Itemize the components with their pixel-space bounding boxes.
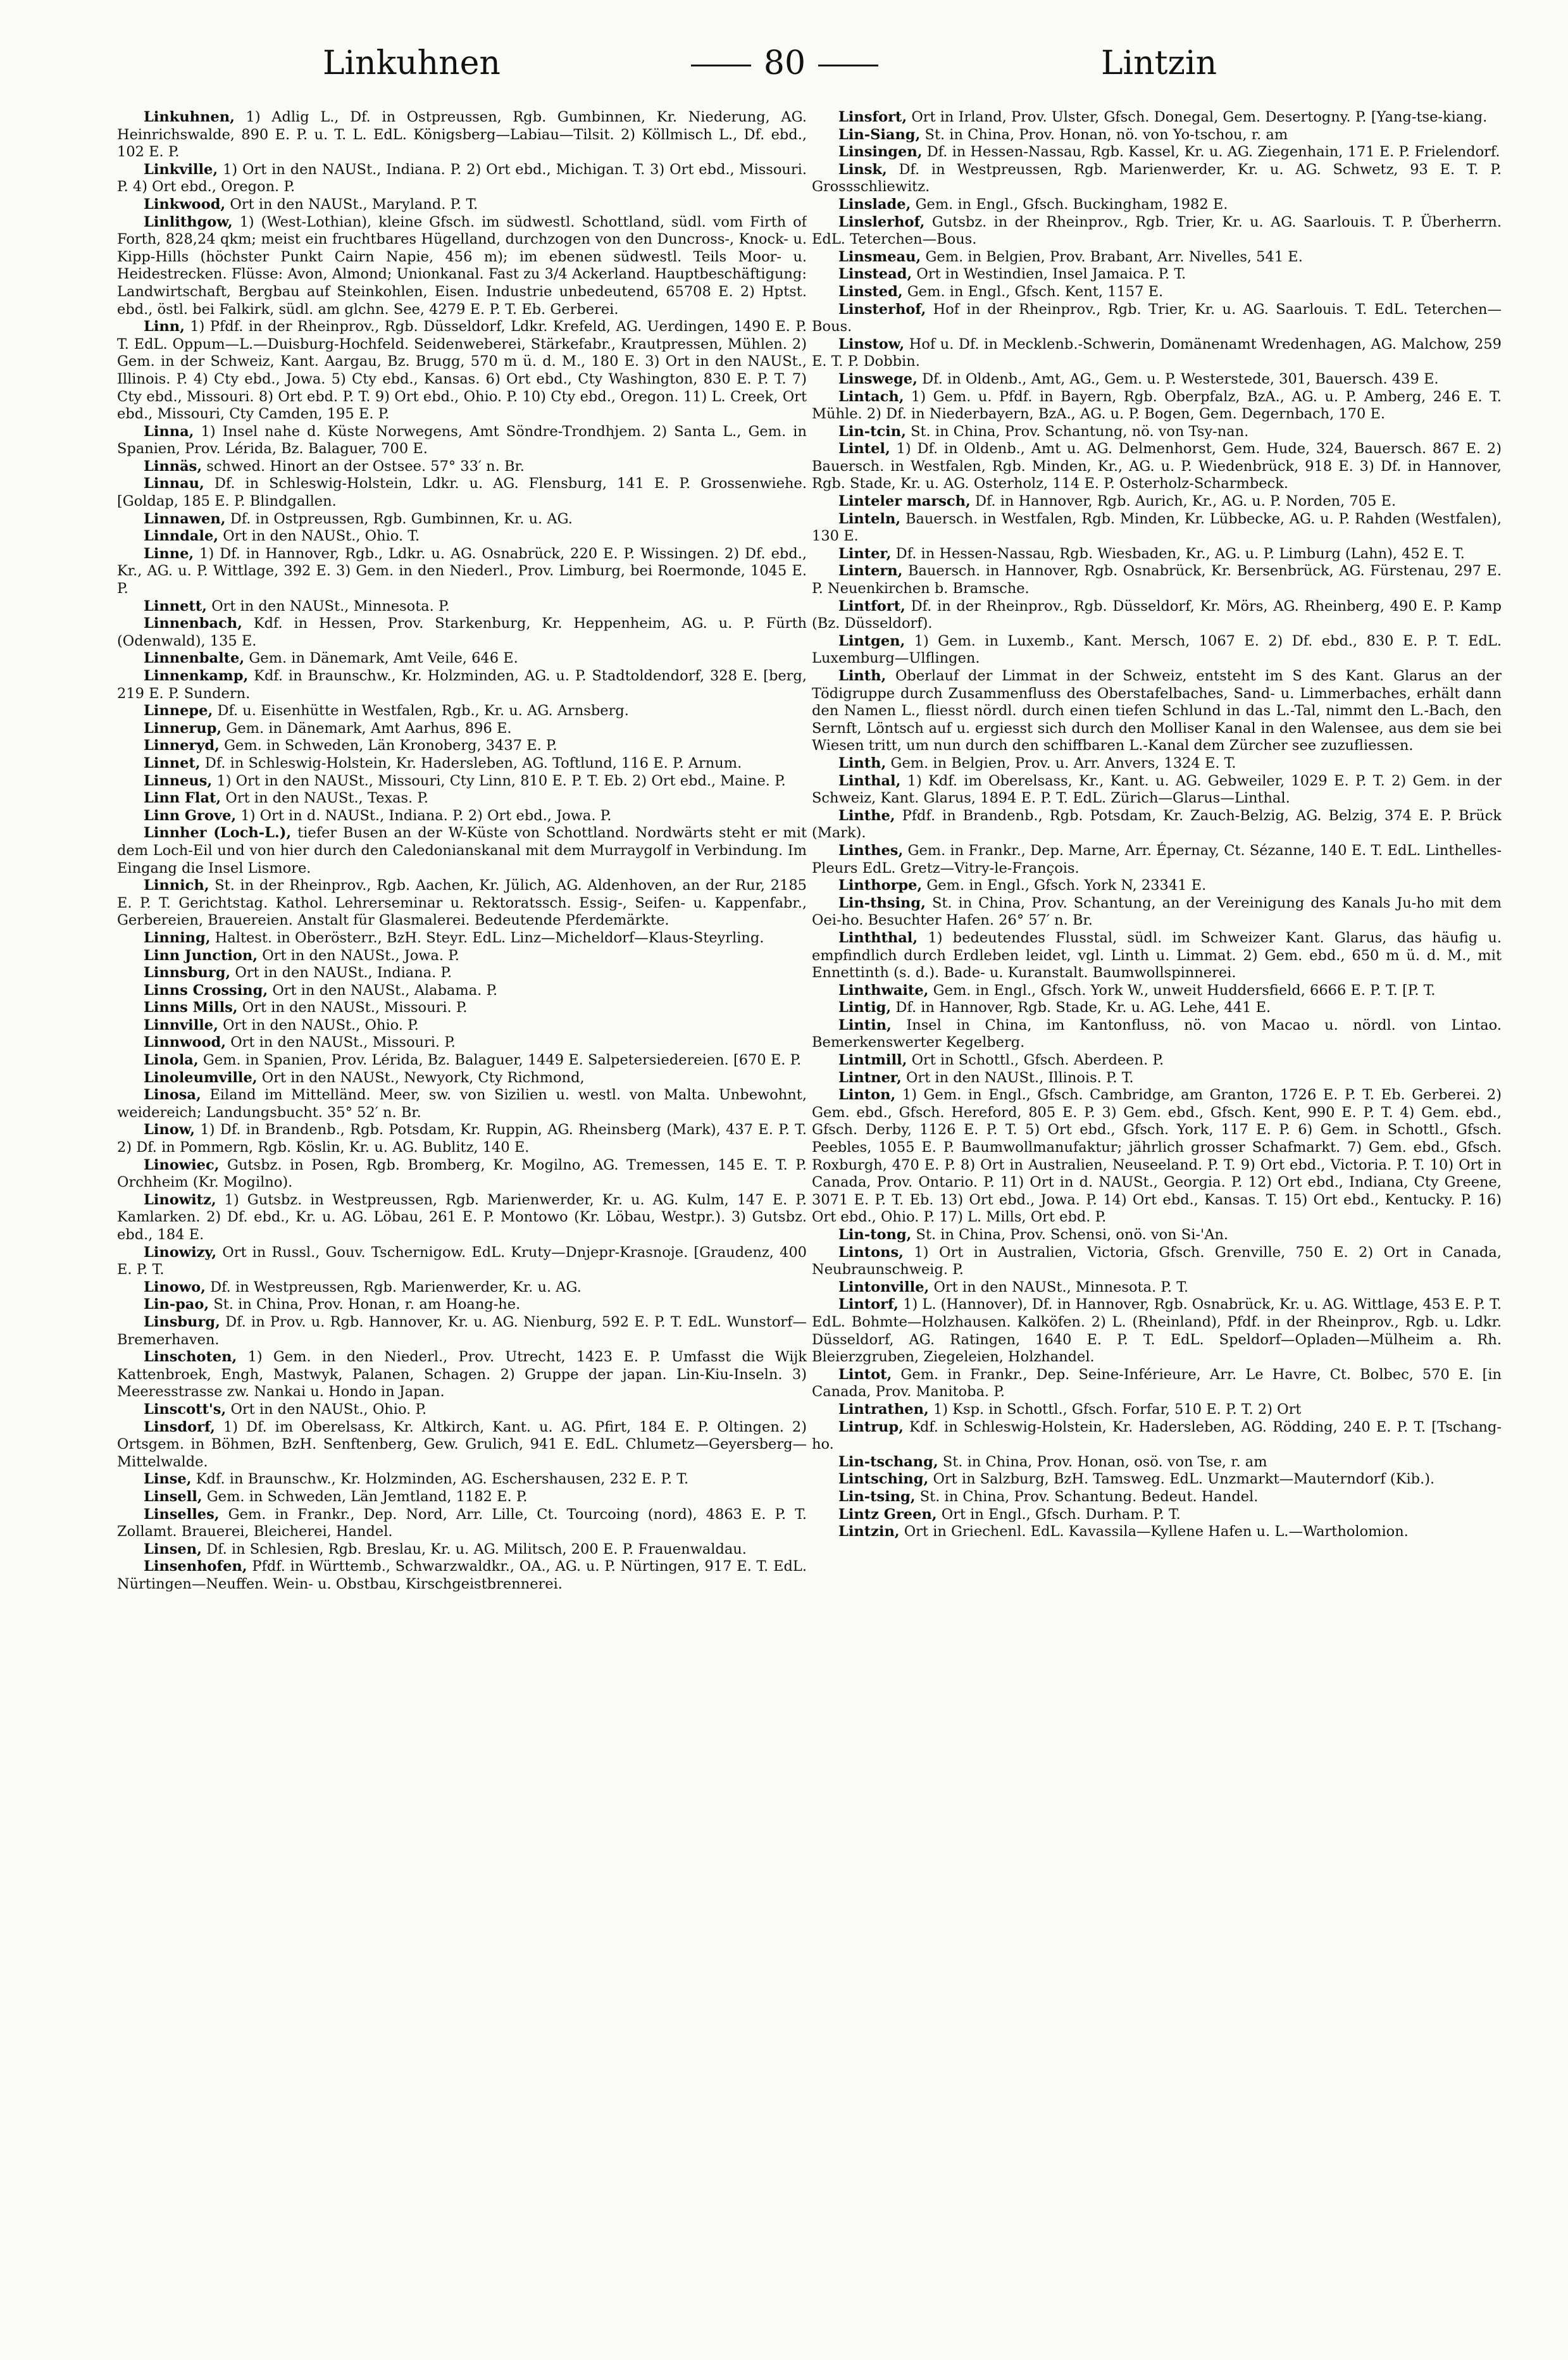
- entry-text: Ort in den NAUSt., Minnesota. P. T.: [933, 1278, 1189, 1296]
- entry-text: Ort in den NAUSt., Minnesota. P.: [211, 597, 450, 615]
- entry-text: 1) Df. in Oldenb., Amt u. AG. Delmenhorst, Gem. Hude, 324, Bauersch. 867 E. 2) Bauersch. in Westfalen, Rgb. Minden, Kr., AG. u. P. Wiedenbrück, 918 E. 3) Df. in Hannover, Rgb. Stade, Kr. u. AG. Osterholz, 114 E. P. Osterholz-Scharmbeck.: [812, 440, 1502, 492]
- gazetteer-entry: [117, 773, 807, 790]
- gazetteer-entry: [117, 720, 807, 738]
- entry-text: St. in China, Prov. Honan, osö. von Tse, r. am: [942, 1453, 1267, 1470]
- gazetteer-entry: [117, 668, 807, 702]
- entry-headword: Linowo,: [144, 1278, 206, 1296]
- entry-headword: Linn Grove,: [144, 807, 237, 824]
- entry-text: St. in China, Prov. Schensi, onö. von Si-'An.: [916, 1227, 1229, 1243]
- gazetteer-entry: [812, 930, 1502, 982]
- entry-headword: Linth,: [838, 668, 887, 684]
- entry-text: Gutsbz. in der Rheinprov., Rgb. Trier, Kr. u. AG. Saarlouis. T. P. Überherrn. EdL. Teterchen—Bous.: [812, 213, 1502, 248]
- gazetteer-entry: [812, 161, 1502, 196]
- entry-text: Ort in den NAUSt., Missouri. P.: [242, 999, 468, 1016]
- entry-headword: Lin-Siang,: [838, 126, 921, 143]
- entry-headword: Linnenkamp,: [144, 668, 249, 684]
- entry-text: Df. in Ostpreussen, Rgb. Gumbinnen, Kr. u. AG.: [230, 510, 573, 527]
- entry-text: Eiland im Mittelländ. Meer, sw. von Sizilien u. westl. von Malta. Unbewohnt, weidereich; Landungsbucht. 35° 52′ n. Br.: [117, 1087, 807, 1121]
- entry-headword: Linsk,: [838, 161, 887, 178]
- entry-text: Ort in den NAUSt., Ohio. P.: [230, 1401, 427, 1418]
- entry-headword: Linthorpe,: [838, 877, 923, 894]
- entry-headword: Linne,: [144, 545, 194, 562]
- gazetteer-entry: [117, 930, 807, 947]
- entry-headword: Linow,: [144, 1121, 196, 1139]
- entry-text: 1) Ort in den NAUSt., Missouri, Cty Linn, 810 E. P. T. Eb. 2) Ort ebd., Maine. P.: [216, 772, 786, 789]
- entry-headword: Lintern,: [838, 563, 903, 580]
- entry-text: Gem. in Engl., Gfsch. York N, 23341 E.: [926, 877, 1207, 894]
- gazetteer-entry: [812, 1489, 1502, 1506]
- gazetteer-entry: [812, 668, 1502, 755]
- gazetteer-entry: [117, 737, 807, 755]
- gazetteer-entry: [117, 1052, 807, 1070]
- entry-text: 1) Pfdf. in der Rheinprov., Rgb. Düsseldorf, Ldkr. Krefeld, AG. Uerdingen, 1490 E. P. T. EdL. Oppum—L.—Duisburg-Hochfeld. Seidenweberei, Stärkefabr., Krautpressen, Mühlen. 2) Gem. in der Schweiz, Kant. Aargau, Bz. Brugg, 570 m ü. d. M., 180 E. 3) Ort in den NAUSt., Illinois. P. 4) Cty ebd., Jowa. 5) Cty ebd., Kansas. 6) Ort ebd., Cty Washington, 830 E. P. T. 7) Cty ebd., Missouri. 8) Ort ebd. P. T. 9) Ort ebd., Ohio. P. 10) Cty ebd., Oregon. 11) L. Creek, Ort ebd., Missouri, Cty Camden, 195 E. P.: [117, 318, 807, 423]
- entry-headword: Linlithgow,: [144, 213, 233, 230]
- entry-text: Ort in den NAUSt., Texas. P.: [225, 790, 429, 807]
- entry-text: Oberlauf der Limmat in der Schweiz, entsteht im S des Kant. Glarus an der Tödigruppe durch Zusammenfluss des Oberstafelbaches, Sand- u. Limmerbaches, erhält dann den Namen L., fliesst nördl. durch einen tiefen Schlund in das L.-Tal, nimmt den L.-Bach, den Sernft, Löntsch auf u. ergiesst sich durch den Molliser Kanal in den Walensee, aus dem sie bei Wiesen tritt, um nun durch den schiffbaren L.-Kanal dem Zürcher see zuzufliessen.: [812, 668, 1502, 754]
- entry-text: Df. in Westpreussen, Rgb. Marienwerder, Kr. u. AG. Schwetz, 93 E. T. P. Grossschliewitz.: [812, 161, 1502, 196]
- entry-text: Hof in der Rheinprov., Rgb. Trier, Kr. u. AG. Saarlouis. T. EdL. Teterchen—Bous.: [812, 301, 1502, 335]
- entry-text: Insel in China, im Kantonfluss, nö. von Macao u. nördl. von Lintao. Bemerkenswerter Kegelberg.: [812, 1016, 1502, 1051]
- gazetteer-entry: [117, 790, 807, 808]
- gazetteer-entry: [117, 1121, 807, 1156]
- gazetteer-entry: [117, 511, 807, 528]
- entry-text: Gem. in Frankr., Dep. Seine-Inférieure, Arr. Le Havre, Ct. Bolbec, 570 E. [in Canada, Prov. Manitoba. P.: [812, 1366, 1502, 1401]
- entry-headword: Linththal,: [838, 929, 918, 946]
- gazetteer-entry: [117, 423, 807, 458]
- entry-headword: Linnwood,: [144, 1034, 227, 1051]
- entry-text: Gem. in Engl., Gfsch. Buckingham, 1982 E.: [915, 196, 1228, 213]
- gazetteer-entry: [812, 1017, 1502, 1052]
- entry-text: Gem. in Engl., Gfsch. York W., unweit Huddersfield, 6666 E. P. T. [P. T.: [933, 982, 1436, 999]
- gazetteer-entry: [812, 1506, 1502, 1524]
- entry-text: St. in China, Prov. Schantung, an der Vereinigung des Kanals Ju-ho mit dem Oei-ho. Besuchter Hafen. 26° 57′ n. Br.: [812, 894, 1502, 929]
- entry-headword: Lintach,: [838, 388, 904, 405]
- entry-text: St. in China, Prov. Schantung. Bedeut. Handel.: [919, 1488, 1259, 1505]
- entry-headword: Linsenhofen,: [144, 1558, 247, 1575]
- entry-headword: Linnich,: [144, 877, 209, 894]
- entry-text: 1) Insel nahe d. Küste Norwegens, Amt Söndre-Trondhjem. 2) Santa L., Gem. in Spanien, Prov. Lérida, Bz. Balaguer, 700 E.: [117, 423, 807, 458]
- gazetteer-entry: [117, 458, 807, 476]
- entry-text: Kdf. in Braunschw., Kr. Holzminden, AG. Eschershausen, 232 E. P. T.: [196, 1471, 689, 1488]
- entry-text: tiefer Busen an der W-Küste von Schottland. Nordwärts steht er mit dem Loch-Eil und von hier durch den Caledonianskanal mit dem Murraygolf in Verbindung. Im Eingang die Insel Lismore.: [117, 825, 807, 877]
- entry-headword: Linsell,: [144, 1488, 202, 1505]
- page-number: 80: [763, 44, 806, 82]
- entry-text: Ort in den NAUSt., Illinois. P. T.: [906, 1069, 1134, 1086]
- entry-text: Ort in den NAUSt., Indiana. P.: [235, 965, 452, 982]
- gazetteer-entry: [117, 965, 807, 982]
- entry-headword: Lin-pao,: [144, 1296, 209, 1313]
- entry-text: Gem. in Dänemark, Amt Veile, 646 E.: [249, 650, 518, 667]
- gazetteer-entry: [812, 1523, 1502, 1541]
- gazetteer-entry: [812, 1227, 1502, 1244]
- entry-headword: Linthe,: [838, 807, 895, 824]
- gazetteer-entry: [812, 389, 1502, 423]
- entry-headword: Linnenbach,: [144, 615, 242, 632]
- gazetteer-entry: [117, 196, 807, 214]
- entry-text: Ort in Russl., Gouv. Tschernigow. EdL. Kruty—Dnjepr-Krasnoje. [Graudenz, 400 E. P. T.: [117, 1244, 807, 1278]
- gazetteer-entry: [812, 1454, 1502, 1471]
- entry-text: Gutsbz. in Posen, Rgb. Bromberg, Kr. Mogilno, AG. Tremessen, 145 E. T. P. Orchheim (Kr. Mogilno).: [117, 1156, 807, 1191]
- gazetteer-entry: [812, 109, 1502, 127]
- entry-text: Ort in Salzburg, BzH. Tamsweg. EdL. Unzmarkt—Mauterndorf (Kib.).: [933, 1471, 1435, 1488]
- entry-headword: Linsdorf,: [144, 1418, 216, 1435]
- entry-text: Gem. in Frankr., Dep. Marne, Arr. Épernay, Ct. Sézanne, 140 E. T. EdL. Linthelles-Pleurs EdL. Gretz—Vitry-le-François.: [812, 842, 1502, 877]
- gazetteer-entry: [117, 755, 807, 773]
- gazetteer-entry: [117, 877, 807, 930]
- gazetteer-entry: [812, 249, 1502, 266]
- entry-text: Bauersch. in Hannover, Rgb. Osnabrück, Kr. Bersenbrück, AG. Fürstenau, 297 E. P. Neuenkirchen b. Bramsche.: [812, 563, 1502, 597]
- gazetteer-entry: [812, 808, 1502, 842]
- entry-text: Ort in den NAUSt., Maryland. P. T.: [230, 196, 478, 213]
- entry-headword: Linnet,: [144, 754, 201, 771]
- entry-text: Gem. in Schweden, Län Jemtland, 1182 E. P.: [206, 1488, 528, 1505]
- entry-headword: Linosa,: [144, 1087, 201, 1104]
- entry-text: Df. in Hessen-Nassau, Rgb. Wiesbaden, Kr., AG. u. P. Limburg (Lahn), 452 E. T.: [895, 545, 1465, 562]
- entry-headword: Lintsching,: [838, 1471, 929, 1488]
- entry-text: Bauersch. in Westfalen, Rgb. Minden, Kr. Lübbecke, AG. u. P. Rahden (Westfalen), 130 E.: [812, 510, 1502, 545]
- entry-text: Df. in Westpreussen, Rgb. Marienwerder, Kr. u. AG.: [210, 1278, 582, 1296]
- entry-text: Df. in Schleswig-Holstein, Ldkr. u. AG. Flensburg, 141 E. P. Grossenwiehe. [Goldap, 185 E. P. Blindgallen.: [117, 475, 807, 510]
- entry-headword: Linndale,: [144, 528, 219, 545]
- entry-headword: Linteler marsch,: [838, 493, 971, 510]
- gazetteer-entry: [812, 1366, 1502, 1401]
- gazetteer-entry: [117, 475, 807, 510]
- entry-headword: Linoleumville,: [144, 1069, 258, 1086]
- header-dash-right: [818, 65, 878, 66]
- entry-text: Kdf. in Schleswig-Holstein, Kr. Hadersleben, AG. Rödding, 240 E. P. T. [Tschang-ho.: [812, 1418, 1502, 1453]
- entry-text: 1) Ort in Australien, Victoria, Gfsch. Grenville, 750 E. 2) Ort in Canada, Neubraunschweig. P.: [812, 1244, 1502, 1278]
- entry-text: Kdf. in Braunschw., Kr. Holzminden, AG. u. P. Stadtoldendorf, 328 E. [berg, 219 E. P. Sundern.: [117, 668, 807, 702]
- gazetteer-entry: [812, 371, 1502, 389]
- gazetteer-entry: [117, 1017, 807, 1035]
- entry-text: Df. in Prov. u. Rgb. Hannover, Kr. u. AG. Nienburg, 592 E. P. T. EdL. Wunstorf—Bremerhaven.: [117, 1313, 807, 1348]
- gazetteer-entry: [812, 196, 1502, 214]
- entry-text: St. in China, Prov. Honan, r. am Hoang-he.: [213, 1296, 521, 1313]
- entry-text: Pfdf. in Brandenb., Rgb. Potsdam, Kr. Zauch-Belzig, AG. Belzig, 374 E. P. Brück (Mark).: [812, 807, 1502, 842]
- gazetteer-entry: [117, 546, 807, 598]
- gazetteer-entry: [812, 336, 1502, 371]
- entry-text: Ort in den NAUSt., Ohio. T.: [223, 528, 420, 545]
- gazetteer-entry: [812, 1296, 1502, 1366]
- gazetteer-entry: [117, 947, 807, 965]
- gazetteer-entry: [117, 1244, 807, 1279]
- gazetteer-entry: [117, 1279, 807, 1297]
- entry-headword: Linowitz,: [144, 1191, 216, 1208]
- entry-headword: Lintmill,: [838, 1052, 907, 1069]
- entry-headword: Lintonville,: [838, 1278, 930, 1296]
- entry-headword: Lintin,: [838, 1016, 892, 1033]
- entry-text: 1) Df. im Oberelsass, Kr. Altkirch, Kant. u. AG. Pfirt, 184 E. P. Oltingen. 2) Ortsgem. in Böhmen, BzH. Senftenberg, Gew. Grulich, 941 E. EdL. Chlumetz—Geyersberg—Mittelwalde.: [117, 1418, 807, 1470]
- gazetteer-entry: [117, 109, 807, 161]
- gazetteer-entry: [117, 702, 807, 720]
- entry-headword: Linneus,: [144, 772, 213, 789]
- entry-text: Kdf. in Hessen, Prov. Starkenburg, Kr. Heppenheim, AG. u. P. Fürth (Odenwald), 135 E.: [117, 615, 807, 649]
- entry-headword: Linsted,: [838, 283, 903, 300]
- entry-headword: Linnawen,: [144, 510, 226, 527]
- entry-headword: Linsterhof,: [838, 301, 926, 318]
- gazetteer-entry: [812, 999, 1502, 1017]
- entry-headword: Linthes,: [838, 842, 904, 859]
- entry-headword: Linteln,: [838, 510, 901, 527]
- entry-text: Gem. in Frankr., Dep. Nord, Arr. Lille, Ct. Tourcoing (nord), 4863 E. P. T. Zollamt. Brauerei, Bleicherei, Handel.: [117, 1506, 807, 1540]
- entry-headword: Linslade,: [838, 196, 911, 213]
- entry-headword: Lintfort,: [838, 597, 905, 615]
- entry-text: 1) Df. in Brandenb., Rgb. Potsdam, Kr. Ruppin, AG. Rheinsberg (Mark), 437 E. P. T. 2) Df. in Pommern, Rgb. Köslin, Kr. u. AG. Bublitz, 140 E.: [117, 1121, 807, 1156]
- entry-headword: Linn,: [144, 318, 185, 335]
- gazetteer-entry: [117, 1506, 807, 1541]
- entry-headword: Lin-thsing,: [838, 894, 926, 911]
- gazetteer-entry: [812, 511, 1502, 546]
- gazetteer-entry: [117, 1419, 807, 1471]
- entry-text: St. in China, Prov. Schantung, nö. von Tsy-nan.: [911, 423, 1249, 440]
- gazetteer-entry: [117, 161, 807, 196]
- entry-headword: Linn Flat,: [144, 790, 221, 807]
- entry-headword: Linkwood,: [144, 196, 226, 213]
- gazetteer-entry: [812, 755, 1502, 773]
- gazetteer-entry: [117, 1070, 807, 1087]
- entry-headword: Linsingen,: [838, 144, 923, 161]
- gazetteer-entry: [812, 440, 1502, 493]
- entry-text: Gem. in Schweden, Län Kronoberg, 3437 E. P.: [224, 737, 557, 754]
- gazetteer-entry: [812, 423, 1502, 441]
- gazetteer-entry: [117, 825, 807, 877]
- entry-text: Ort in den NAUSt., Ohio. P.: [223, 1016, 419, 1033]
- gazetteer-entry: [812, 1419, 1502, 1454]
- gazetteer-entry: [812, 1279, 1502, 1297]
- entry-headword: Linnsburg,: [144, 965, 231, 982]
- entry-text: Gem. in Belgien, Prov. u. Arr. Anvers, 1324 E. T.: [890, 754, 1236, 771]
- entry-headword: Lintner,: [838, 1069, 902, 1086]
- entry-text: 1) bedeutendes Flusstal, südl. im Schweizer Kant. Glarus, das häufig u. empfindlich durch Erdleben leidet, vgl. Linth u. Limmat. 2) Gem. ebd., 650 m ü. d. M., mit Ennettinth (s. d.). Bade- u. Kuranstalt. Baumwollspinnerei.: [812, 929, 1502, 982]
- entry-headword: Linns Mills,: [144, 999, 238, 1016]
- gazetteer-entry: [117, 318, 807, 423]
- entry-text: 1) Ksp. in Schottl., Gfsch. Forfar, 510 E. P. T. 2) Ort: [933, 1401, 1302, 1418]
- gazetteer-entry: [117, 999, 807, 1017]
- entry-headword: Lin-tong,: [838, 1227, 912, 1243]
- entry-text: Df. in Schlesien, Rgb. Breslau, Kr. u. AG. Militsch, 200 E. P. Frauenwaldau.: [206, 1540, 747, 1558]
- entry-text: 1) Gutsbz. in Westpreussen, Rgb. Marienwerder, Kr. u. AG. Kulm, 147 E. P. Kamlarken. 2) Df. ebd., Kr. u. AG. Löbau, 261 E. P. Montowo (Kr. Löbau, Westpr.). 3) Gutsbz. ebd., 184 E.: [117, 1191, 807, 1243]
- entry-text: 1) (West-Lothian), kleine Gfsch. im südwestl. Schottland, südl. vom Firth of Forth, 828,24 qkm; meist ein fruchtbares Hügelland, durchzogen von den Duncross-, Knock- u. Kipp-Hills (höchster Punkt Cairn Napie, 456 m); im ebenen südwestl. Teils Moor- u. Heidestrecken. Flüsse: Avon, Almond; Unionkanal. Fast zu 3/4 Ackerland. Hauptbeschäftigung: Landwirtschaft, Bergbau auf Steinkohlen, Eisen. Industrie unbedeutend, 65708 E. 2) Hptst. ebd., östl. bei Falkirk, südl. am glchn. See, 4279 E. P. T. Eb. Gerberei.: [117, 213, 807, 318]
- gazetteer-entry: [812, 1070, 1502, 1087]
- entry-headword: Linn Junction,: [144, 947, 258, 964]
- entry-headword: Lintons,: [838, 1244, 904, 1261]
- header-right-headword: Lintzin: [1101, 44, 1217, 82]
- entry-text: Haltest. in Oberösterr., BzH. Steyr. EdL. Linz—Micheldorf—Klaus-Steyrling.: [215, 929, 764, 946]
- entry-headword: Linse,: [144, 1471, 192, 1488]
- page-number-group: [658, 44, 911, 82]
- entry-headword: Lintorf,: [838, 1296, 899, 1313]
- entry-headword: Linkville,: [144, 161, 218, 178]
- entry-text: Df. in Hannover, Rgb. Stade, Kr. u. AG. Lehe, 441 E.: [895, 999, 1271, 1016]
- entry-headword: Lintgen,: [838, 632, 905, 649]
- entry-text: 1) Gem. in Engl., Gfsch. Cambridge, am Granton, 1726 E. P. T. Eb. Gerberei. 2) Gem. ebd., Gfsch. Hereford, 805 E. P. 3) Gem. ebd., Gfsch. Kent, 990 E. P. T. 4) Gem. ebd., Gfsch. Derby, 1126 E. P. T. 5) Ort ebd., Gfsch. York, 117 E. P. 6) Gem. in Schottl., Gfsch. Peebles, 1055 E. P. Baumwollmanufaktur; jährlich grosser Schafmarkt. 7) Gem. ebd., Gfsch. Roxburgh, 470 E. P. 8) Ort in Australien, Neuseeland. P. T. 9) Ort ebd., Victoria. P. T. 10) Ort in Canada, Prov. Ontario. P. 11) Ort in d. NAUSt., Georgia. P. 12) Ort ebd., Indiana, Cty Greene, 3071 E. P. T. Eb. 13) Ort ebd., Jowa. P. 14) Ort ebd., Kansas. T. 15) Ort ebd., Kentucky. P. 16) Ort ebd., Ohio. P. 17) L. Mills, Ort ebd. P.: [812, 1087, 1502, 1226]
- entry-headword: Linns Crossing,: [144, 982, 268, 999]
- entry-text: 1) L. (Hannover), Df. in Hannover, Rgb. Osnabrück, Kr. u. AG. Wittlage, 453 E. P. T. EdL. Bohmte—Holzhausen. Kalköfen. 2) L. (Rheinland), Pfdf. in der Rheinprov., Rgb. u. Ldkr. Düsseldorf, AG. Ratingen, 1640 E. P. T. EdL. Speldorf—Opladen—Mülheim a. Rh. Bleierzgruben, Ziegeleien, Holzhandel.: [812, 1296, 1502, 1366]
- entry-text: Hof u. Df. in Mecklenb.-Schwerin, Domänenamt Wredenhagen, AG. Malchow, 259 E. T. P. Dobbin.: [812, 335, 1502, 370]
- entry-headword: Linowiec,: [144, 1156, 220, 1173]
- gazetteer-entry: [812, 982, 1502, 1000]
- header-dash-left: [691, 65, 751, 66]
- entry-headword: Lin-tsing,: [838, 1488, 916, 1505]
- entry-text: Df. in der Rheinprov., Rgb. Düsseldorf, Kr. Mörs, AG. Rheinberg, 490 E. P. Kamp (Bz. Düsseldorf).: [812, 597, 1502, 632]
- gazetteer-entry: [812, 563, 1502, 597]
- gazetteer-entry: [117, 1296, 807, 1314]
- entry-headword: Linnett,: [144, 597, 208, 615]
- entry-headword: Linschoten,: [144, 1349, 237, 1366]
- entry-headword: Linsburg,: [144, 1313, 220, 1330]
- entry-headword: Lintot,: [838, 1366, 892, 1383]
- left-column: [117, 109, 807, 2337]
- gazetteer-entry: [812, 127, 1502, 144]
- entry-headword: Linneryd,: [144, 737, 220, 754]
- gazetteer-entry: [812, 493, 1502, 511]
- entry-headword: Lintzin,: [838, 1523, 900, 1540]
- page-header: [0, 44, 1568, 95]
- entry-text: Ort in den NAUSt., Missouri. P.: [230, 1034, 456, 1051]
- entry-headword: Linscott's,: [144, 1401, 227, 1418]
- entry-headword: Lin-tschang,: [838, 1453, 938, 1470]
- entry-headword: Lintig,: [838, 999, 892, 1016]
- gazetteer-entry: [812, 598, 1502, 633]
- entry-headword: Linnenbalte,: [144, 650, 245, 667]
- gazetteer-entry: [812, 842, 1502, 877]
- gazetteer-entry: [117, 1489, 807, 1506]
- header-left-headword: Linkuhnen: [323, 44, 501, 82]
- entry-headword: Linnepe,: [144, 702, 213, 720]
- entry-headword: Linstow,: [838, 335, 905, 353]
- entry-text: 1) Gem. u. Pfdf. in Bayern, Rgb. Oberpfalz, BzA., AG. u. P. Amberg, 246 E. T. Mühle. 2) Df. in Niederbayern, BzA., AG. u. P. Bogen, Gem. Degernbach, 170 E.: [812, 388, 1502, 423]
- entry-headword: Linkuhnen,: [144, 109, 235, 125]
- gazetteer-entry: [117, 528, 807, 546]
- entry-text: St. in der Rheinprov., Rgb. Aachen, Kr. Jülich, AG. Aldenhoven, an der Rur, 2185 E. P. T. Gerichtstag. Kathol. Lehrerseminar u. Rektoratssch. Essig-, Seifen- u. Kappenfabr., Gerbereien, Brauereien. Anstalt für Glasmalerei. Bedeutende Pferdemärkte.: [117, 877, 807, 929]
- right-column: [812, 109, 1502, 2337]
- entry-headword: Linowizy,: [144, 1244, 217, 1261]
- gazetteer-entry: [117, 615, 807, 650]
- gazetteer-entry: [812, 144, 1502, 161]
- entry-headword: Linnau,: [144, 475, 204, 492]
- entry-text: Gem. in Belgien, Prov. Brabant, Arr. Nivelles, 541 E.: [925, 248, 1303, 265]
- gazetteer-entry: [812, 633, 1502, 668]
- gazetteer-entry: [117, 1034, 807, 1052]
- gazetteer-entry: [117, 1157, 807, 1192]
- gazetteer-entry: [117, 1349, 807, 1401]
- entry-text: St. in China, Prov. Honan, nö. von Yo-tschou, r. am: [924, 126, 1288, 143]
- entry-headword: Linth,: [838, 754, 887, 771]
- entry-headword: Lintrup,: [838, 1418, 904, 1435]
- entry-headword: Linter,: [838, 545, 892, 562]
- entry-text: Ort in Irland, Prov. Ulster, Gfsch. Donegal, Gem. Desertogny. P. [Yang-tse-kiang.: [911, 109, 1488, 125]
- entry-text: Ort in Westindien, Insel Jamaica. P. T.: [916, 266, 1186, 283]
- gazetteer-entry: [117, 808, 807, 825]
- entry-headword: Linstead,: [838, 266, 912, 283]
- entry-headword: Linna,: [144, 423, 194, 440]
- gazetteer-entry: [812, 895, 1502, 930]
- gazetteer-entry: [117, 1401, 807, 1419]
- entry-headword: Linnerup,: [144, 720, 222, 737]
- gazetteer-entry: [812, 266, 1502, 284]
- gazetteer-entry: [812, 1052, 1502, 1070]
- entry-headword: Linslerhof,: [838, 213, 925, 230]
- entry-text: Df. in Oldenb., Amt, AG., Gem. u. P. Westerstede, 301, Bauersch. 439 E.: [922, 370, 1439, 387]
- gazetteer-entry: [812, 773, 1502, 808]
- gazetteer-entry: [812, 1401, 1502, 1419]
- entry-headword: Linsen,: [144, 1540, 202, 1558]
- entry-text: 1) Ort in d. NAUSt., Indiana. P. 2) Ort ebd., Jowa. P.: [240, 807, 612, 824]
- gazetteer-entry: [117, 1192, 807, 1244]
- entry-text: Ort in den NAUSt., Newyork, Cty Richmond,: [261, 1069, 585, 1086]
- entry-text: Ort in Griechenl. EdL. Kavassila—Kyllene Hafen u. L.—Wartholomion.: [904, 1523, 1409, 1540]
- gazetteer-entry: [812, 546, 1502, 563]
- entry-text: 1) Ort in den NAUSt., Indiana. P. 2) Ort ebd., Michigan. T. 3) Ort ebd., Missouri. P. 4) Ort ebd., Oregon. P.: [117, 161, 807, 196]
- entry-headword: Linning,: [144, 929, 211, 946]
- gazetteer-entry: [117, 214, 807, 319]
- gazetteer-entry: [117, 1558, 807, 1593]
- entry-text: Df. in Hessen-Nassau, Rgb. Kassel, Kr. u. AG. Ziegenhain, 171 E. P. Frielendorf.: [926, 144, 1500, 161]
- gazetteer-entry: [117, 1087, 807, 1121]
- gazetteer-entry: [117, 982, 807, 1000]
- entry-headword: Linnville,: [144, 1016, 218, 1033]
- entry-headword: Linnäs,: [144, 458, 202, 475]
- entry-text: Ort in Engl., Gfsch. Durham. P. T.: [941, 1506, 1181, 1523]
- entry-headword: Linsmeau,: [838, 248, 921, 265]
- gazetteer-entry: [812, 301, 1502, 336]
- entry-headword: Linselles,: [144, 1506, 220, 1523]
- gazetteer-entry: [117, 650, 807, 668]
- entry-text: 1) Kdf. im Oberelsass, Kr., Kant. u. AG. Gebweiler, 1029 E. P. T. 2) Gem. in der Schweiz, Kant. Glarus, 1894 E. P. T. EdL. Zürich—Glarus—Linthal.: [812, 772, 1502, 807]
- gazetteer-entry: [117, 1541, 807, 1559]
- gazetteer-entry: [117, 1314, 807, 1349]
- entry-text: 1) Adlig L., Df. in Ostpreussen, Rgb. Gumbinnen, Kr. Niederung, AG. Heinrichswalde, 890 E. P. u. T. L. EdL. Königsberg—Labiau—Tilsit. 2) Köllmisch L., Df. ebd., 102 E. P.: [117, 109, 807, 161]
- entry-text: Gem. in Dänemark, Amt Aarhus, 896 E.: [226, 720, 512, 737]
- entry-text: 1) Df. in Hannover, Rgb., Ldkr. u. AG. Osnabrück, 220 E. P. Wissingen. 2) Df. ebd., Kr., AG. u. P. Wittlage, 392 E. 3) Gem. in den Niederl., Prov. Limburg, bei Roermonde, 1045 E. P.: [117, 545, 807, 597]
- entry-text: schwed. Hinort an der Ostsee. 57° 33′ n. Br.: [206, 458, 525, 475]
- entry-headword: Linthal,: [838, 772, 901, 789]
- entry-headword: Lintel,: [838, 440, 890, 458]
- gazetteer-entry: [812, 1244, 1502, 1279]
- entry-headword: Linola,: [144, 1052, 199, 1069]
- entry-headword: Linnher (Loch-L.),: [144, 825, 292, 842]
- entry-headword: Linton,: [838, 1087, 896, 1104]
- entry-headword: Lintz Green,: [838, 1506, 937, 1523]
- entry-text: Df. in Hannover, Rgb. Aurich, Kr., AG. u. P. Norden, 705 E.: [974, 493, 1397, 510]
- entry-text: Gem. in Spanien, Prov. Lérida, Bz. Balaguer, 1449 E. Salpetersiedereien. [670 E. P.: [202, 1052, 802, 1069]
- entry-headword: Lintrathen,: [838, 1401, 929, 1418]
- entry-text: 1) Gem. in Luxemb., Kant. Mersch, 1067 E. 2) Df. ebd., 830 E. P. T. EdL. Luxemburg—Ulflingen.: [812, 632, 1502, 667]
- gazetteer-entry: [117, 1471, 807, 1489]
- entry-headword: Linswege,: [838, 370, 918, 387]
- gazetteer-entry: [117, 598, 807, 616]
- entry-text: Ort in den NAUSt., Jowa. P.: [262, 947, 459, 964]
- entry-text: Ort in den NAUSt., Alabama. P.: [272, 982, 498, 999]
- gazetteer-entry: [812, 877, 1502, 895]
- entry-headword: Linthwaite,: [838, 982, 929, 999]
- entry-headword: Linsfort,: [838, 109, 907, 125]
- gazetteer-entry: [812, 1087, 1502, 1227]
- entry-text: Df. in Schleswig-Holstein, Kr. Hadersleben, AG. Toftlund, 116 E. P. Arnum.: [204, 754, 742, 771]
- entry-text: Pfdf. in Württemb., Schwarzwaldkr., OA., AG. u. P. Nürtingen, 917 E. T. EdL. Nürtingen—Neuffen. Wein- u. Obstbau, Kirschgeistbrennerei.: [117, 1558, 807, 1592]
- gazetteer-entry: [812, 284, 1502, 301]
- entry-text: Df. u. Eisenhütte in Westfalen, Rgb., Kr. u. AG. Arnsberg.: [217, 702, 629, 720]
- entry-headword: Lin-tcin,: [838, 423, 906, 440]
- gazetteer-entry: [812, 214, 1502, 249]
- gazetteer-entry: [812, 1471, 1502, 1489]
- entry-text: Ort in Schottl., Gfsch. Aberdeen. P.: [911, 1052, 1164, 1069]
- entry-text: Gem. in Engl., Gfsch. Kent, 1157 E.: [907, 283, 1164, 300]
- entry-text: 1) Gem. in den Niederl., Prov. Utrecht, 1423 E. P. Umfasst die Wijk Kattenbroek, Engh, Mastwyk, Palanen, Schagen. 2) Gruppe der japan. Lin-Kiu-Inseln. 3) Meeresstrasse zw. Nankai u. Hondo in Japan.: [117, 1349, 807, 1401]
